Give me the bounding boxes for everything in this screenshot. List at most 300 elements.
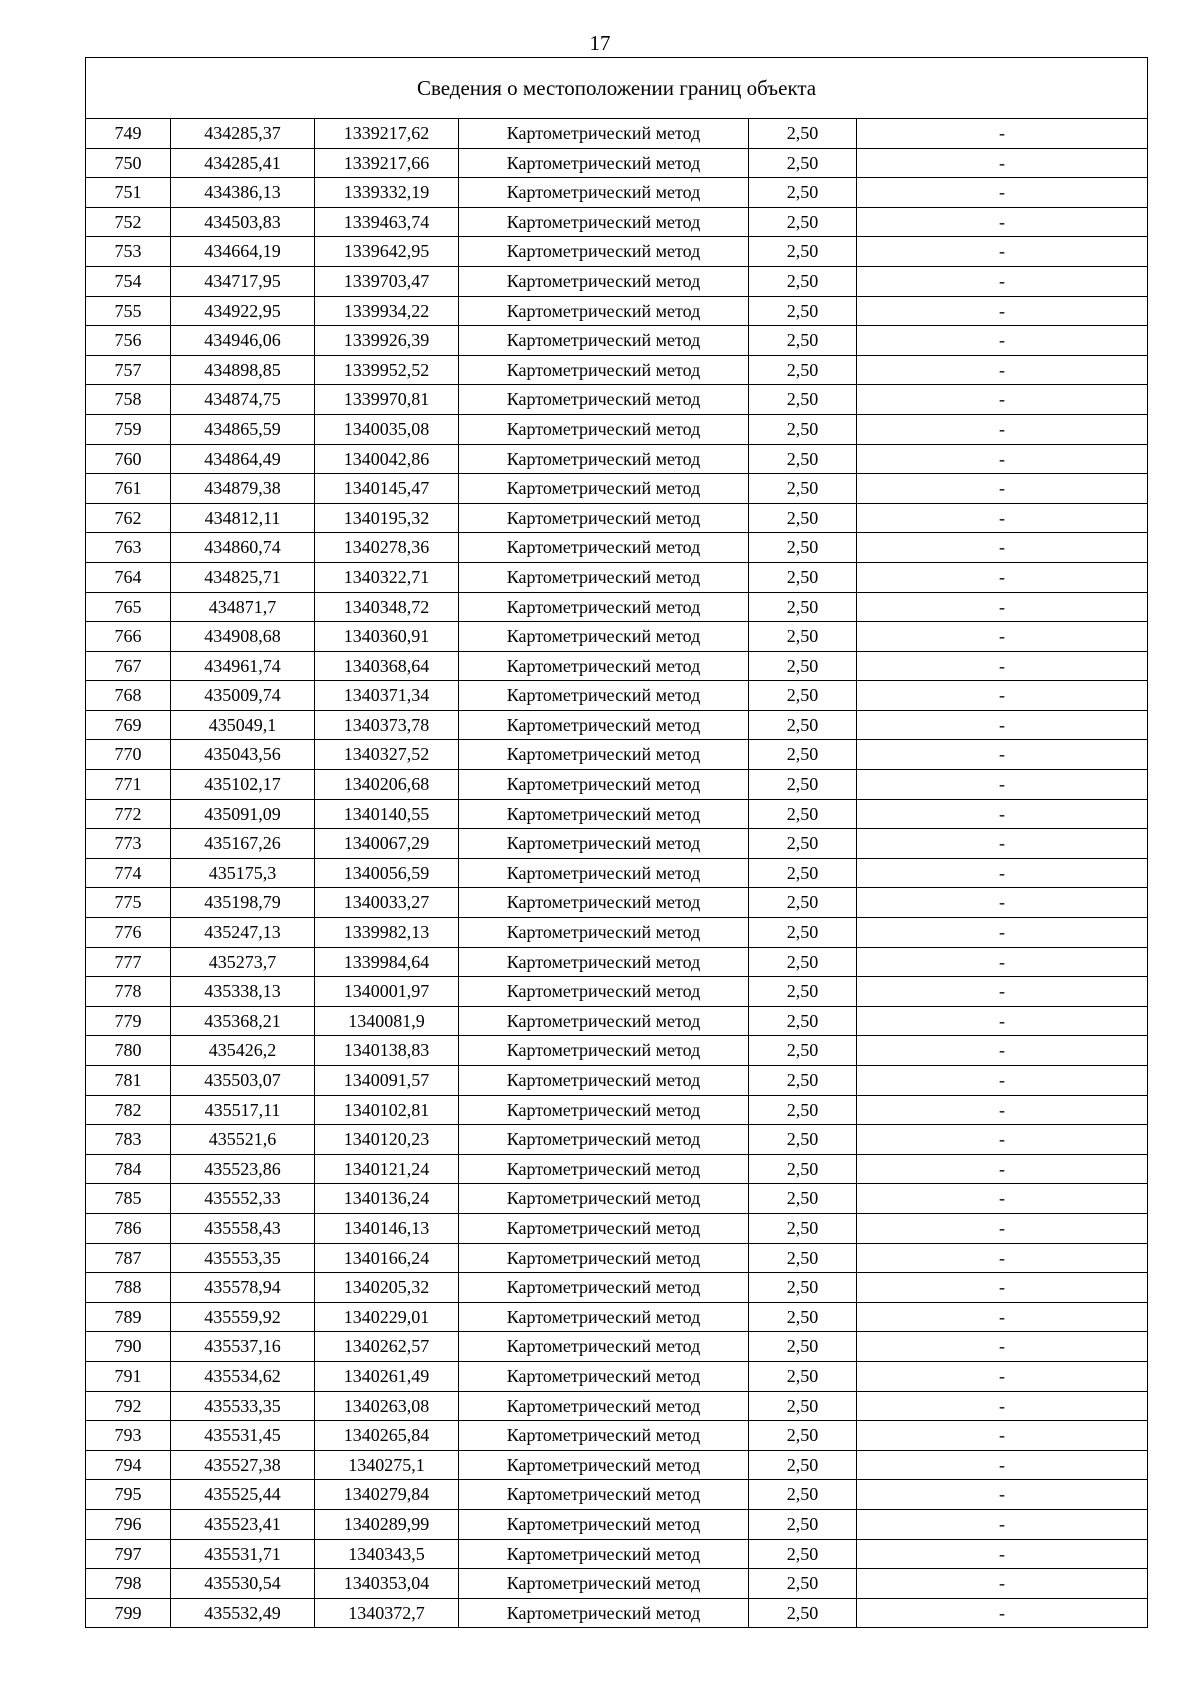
x-coordinate-cell: 435552,33 [171, 1184, 315, 1214]
description-cell: - [857, 533, 1148, 563]
description-cell: - [857, 562, 1148, 592]
x-coordinate-cell: 434898,85 [171, 355, 315, 385]
table-row [86, 1095, 1148, 1125]
point-number-cell: 764 [86, 562, 171, 592]
method-cell: Картометрический метод [459, 562, 749, 592]
y-coordinate-cell: 1340229,01 [315, 1302, 459, 1332]
y-coordinate-cell: 1340102,81 [315, 1095, 459, 1125]
method-cell: Картометрический метод [459, 1480, 749, 1510]
method-cell: Картометрический метод [459, 947, 749, 977]
description-cell: - [857, 918, 1148, 948]
description-cell: - [857, 1006, 1148, 1036]
point-number-cell: 765 [86, 592, 171, 622]
accuracy-cell: 2,50 [749, 326, 857, 356]
description-cell: - [857, 148, 1148, 178]
x-coordinate-cell: 434922,95 [171, 296, 315, 326]
table-row [86, 651, 1148, 681]
description-cell: - [857, 710, 1148, 740]
method-cell: Картометрический метод [459, 888, 749, 918]
y-coordinate-cell: 1340262,57 [315, 1332, 459, 1362]
point-number-cell: 792 [86, 1391, 171, 1421]
x-coordinate-cell: 434825,71 [171, 562, 315, 592]
y-coordinate-cell: 1339984,64 [315, 947, 459, 977]
method-cell: Картометрический метод [459, 1302, 749, 1332]
method-cell: Картометрический метод [459, 1036, 749, 1066]
table-row [86, 148, 1148, 178]
accuracy-cell: 2,50 [749, 1243, 857, 1273]
table-row [86, 799, 1148, 829]
description-cell: - [857, 740, 1148, 770]
table-row [86, 385, 1148, 415]
x-coordinate-cell: 435091,09 [171, 799, 315, 829]
accuracy-cell: 2,50 [749, 1273, 857, 1303]
x-coordinate-cell: 434503,83 [171, 207, 315, 237]
point-number-cell: 781 [86, 1066, 171, 1096]
y-coordinate-cell: 1340327,52 [315, 740, 459, 770]
method-cell: Картометрический метод [459, 1539, 749, 1569]
point-number-cell: 784 [86, 1154, 171, 1184]
table-row [86, 1361, 1148, 1391]
y-coordinate-cell: 1340371,34 [315, 681, 459, 711]
accuracy-cell: 2,50 [749, 1569, 857, 1599]
accuracy-cell: 2,50 [749, 1539, 857, 1569]
accuracy-cell: 2,50 [749, 1066, 857, 1096]
point-number-cell: 761 [86, 474, 171, 504]
point-number-cell: 793 [86, 1421, 171, 1451]
table-row [86, 1154, 1148, 1184]
y-coordinate-cell: 1339332,19 [315, 178, 459, 208]
y-coordinate-cell: 1340081,9 [315, 1006, 459, 1036]
method-cell: Картометрический метод [459, 266, 749, 296]
description-cell: - [857, 414, 1148, 444]
y-coordinate-cell: 1340289,99 [315, 1509, 459, 1539]
description-cell: - [857, 1066, 1148, 1096]
accuracy-cell: 2,50 [749, 1332, 857, 1362]
x-coordinate-cell: 435273,7 [171, 947, 315, 977]
point-number-cell: 762 [86, 503, 171, 533]
description-cell: - [857, 326, 1148, 356]
point-number-cell: 753 [86, 237, 171, 267]
method-cell: Картометрический метод [459, 1569, 749, 1599]
description-cell: - [857, 1421, 1148, 1451]
description-cell: - [857, 681, 1148, 711]
table-row [86, 1184, 1148, 1214]
y-coordinate-cell: 1339982,13 [315, 918, 459, 948]
point-number-cell: 749 [86, 119, 171, 149]
method-cell: Картометрический метод [459, 740, 749, 770]
table-row [86, 533, 1148, 563]
description-cell: - [857, 1332, 1148, 1362]
y-coordinate-cell: 1340120,23 [315, 1125, 459, 1155]
method-cell: Картометрический метод [459, 1154, 749, 1184]
description-cell: - [857, 355, 1148, 385]
accuracy-cell: 2,50 [749, 681, 857, 711]
accuracy-cell: 2,50 [749, 1421, 857, 1451]
table-title-row [86, 58, 1148, 119]
point-number-cell: 758 [86, 385, 171, 415]
method-cell: Картометрический метод [459, 651, 749, 681]
method-cell: Картометрический метод [459, 119, 749, 149]
description-cell: - [857, 503, 1148, 533]
y-coordinate-cell: 1339926,39 [315, 326, 459, 356]
point-number-cell: 783 [86, 1125, 171, 1155]
x-coordinate-cell: 434285,41 [171, 148, 315, 178]
x-coordinate-cell: 435009,74 [171, 681, 315, 711]
accuracy-cell: 2,50 [749, 355, 857, 385]
description-cell: - [857, 1184, 1148, 1214]
accuracy-cell: 2,50 [749, 947, 857, 977]
y-coordinate-cell: 1340360,91 [315, 622, 459, 652]
x-coordinate-cell: 435537,16 [171, 1332, 315, 1362]
y-coordinate-cell: 1340033,27 [315, 888, 459, 918]
accuracy-cell: 2,50 [749, 1095, 857, 1125]
x-coordinate-cell: 435525,44 [171, 1480, 315, 1510]
table-row [86, 829, 1148, 859]
accuracy-cell: 2,50 [749, 1184, 857, 1214]
table-row [86, 622, 1148, 652]
point-number-cell: 772 [86, 799, 171, 829]
table-row [86, 1509, 1148, 1539]
table-row [86, 888, 1148, 918]
method-cell: Картометрический метод [459, 414, 749, 444]
accuracy-cell: 2,50 [749, 592, 857, 622]
x-coordinate-cell: 435527,38 [171, 1450, 315, 1480]
accuracy-cell: 2,50 [749, 562, 857, 592]
table-row [86, 355, 1148, 385]
method-cell: Картометрический метод [459, 1243, 749, 1273]
x-coordinate-cell: 434664,19 [171, 237, 315, 267]
table-row [86, 296, 1148, 326]
table-row [86, 1598, 1148, 1628]
y-coordinate-cell: 1340035,08 [315, 414, 459, 444]
method-cell: Картометрический метод [459, 296, 749, 326]
description-cell: - [857, 1480, 1148, 1510]
x-coordinate-cell: 434871,7 [171, 592, 315, 622]
point-number-cell: 763 [86, 533, 171, 563]
y-coordinate-cell: 1340195,32 [315, 503, 459, 533]
x-coordinate-cell: 434864,49 [171, 444, 315, 474]
y-coordinate-cell: 1339217,66 [315, 148, 459, 178]
accuracy-cell: 2,50 [749, 829, 857, 859]
accuracy-cell: 2,50 [749, 119, 857, 149]
point-number-cell: 795 [86, 1480, 171, 1510]
accuracy-cell: 2,50 [749, 888, 857, 918]
description-cell: - [857, 1125, 1148, 1155]
method-cell: Картометрический метод [459, 1391, 749, 1421]
y-coordinate-cell: 1340372,7 [315, 1598, 459, 1628]
y-coordinate-cell: 1340265,84 [315, 1421, 459, 1451]
point-number-cell: 796 [86, 1509, 171, 1539]
point-number-cell: 755 [86, 296, 171, 326]
point-number-cell: 769 [86, 710, 171, 740]
y-coordinate-cell: 1340138,83 [315, 1036, 459, 1066]
x-coordinate-cell: 434879,38 [171, 474, 315, 504]
x-coordinate-cell: 435523,86 [171, 1154, 315, 1184]
accuracy-cell: 2,50 [749, 799, 857, 829]
table-row [86, 918, 1148, 948]
point-number-cell: 782 [86, 1095, 171, 1125]
point-number-cell: 790 [86, 1332, 171, 1362]
description-cell: - [857, 1036, 1148, 1066]
table-row [86, 1450, 1148, 1480]
x-coordinate-cell: 435532,49 [171, 1598, 315, 1628]
y-coordinate-cell: 1339970,81 [315, 385, 459, 415]
y-coordinate-cell: 1340206,68 [315, 770, 459, 800]
description-cell: - [857, 651, 1148, 681]
method-cell: Картометрический метод [459, 178, 749, 208]
x-coordinate-cell: 435534,62 [171, 1361, 315, 1391]
description-cell: - [857, 1450, 1148, 1480]
y-coordinate-cell: 1340343,5 [315, 1539, 459, 1569]
x-coordinate-cell: 435578,94 [171, 1273, 315, 1303]
description-cell: - [857, 178, 1148, 208]
y-coordinate-cell: 1340145,47 [315, 474, 459, 504]
point-number-cell: 798 [86, 1569, 171, 1599]
point-number-cell: 797 [86, 1539, 171, 1569]
point-number-cell: 789 [86, 1302, 171, 1332]
point-number-cell: 776 [86, 918, 171, 948]
x-coordinate-cell: 435338,13 [171, 977, 315, 1007]
y-coordinate-cell: 1340091,57 [315, 1066, 459, 1096]
accuracy-cell: 2,50 [749, 622, 857, 652]
table-row [86, 119, 1148, 149]
x-coordinate-cell: 435503,07 [171, 1066, 315, 1096]
method-cell: Картометрический метод [459, 770, 749, 800]
x-coordinate-cell: 435517,11 [171, 1095, 315, 1125]
method-cell: Картометрический метод [459, 1095, 749, 1125]
x-coordinate-cell: 434285,37 [171, 119, 315, 149]
y-coordinate-cell: 1340353,04 [315, 1569, 459, 1599]
table-row [86, 444, 1148, 474]
y-coordinate-cell: 1339952,52 [315, 355, 459, 385]
description-cell: - [857, 947, 1148, 977]
y-coordinate-cell: 1340322,71 [315, 562, 459, 592]
method-cell: Картометрический метод [459, 681, 749, 711]
accuracy-cell: 2,50 [749, 503, 857, 533]
description-cell: - [857, 207, 1148, 237]
y-coordinate-cell: 1339703,47 [315, 266, 459, 296]
table-row [86, 770, 1148, 800]
description-cell: - [857, 1154, 1148, 1184]
x-coordinate-cell: 434717,95 [171, 266, 315, 296]
x-coordinate-cell: 434961,74 [171, 651, 315, 681]
method-cell: Картометрический метод [459, 1332, 749, 1362]
table-row [86, 710, 1148, 740]
accuracy-cell: 2,50 [749, 977, 857, 1007]
table-row [86, 1243, 1148, 1273]
point-number-cell: 791 [86, 1361, 171, 1391]
accuracy-cell: 2,50 [749, 1302, 857, 1332]
y-coordinate-cell: 1340001,97 [315, 977, 459, 1007]
accuracy-cell: 2,50 [749, 770, 857, 800]
table-row [86, 681, 1148, 711]
x-coordinate-cell: 435049,1 [171, 710, 315, 740]
table-row [86, 1480, 1148, 1510]
y-coordinate-cell: 1340056,59 [315, 858, 459, 888]
method-cell: Картометрический метод [459, 355, 749, 385]
method-cell: Картометрический метод [459, 1361, 749, 1391]
method-cell: Картометрический метод [459, 977, 749, 1007]
method-cell: Картометрический метод [459, 710, 749, 740]
method-cell: Картометрический метод [459, 918, 749, 948]
x-coordinate-cell: 435368,21 [171, 1006, 315, 1036]
accuracy-cell: 2,50 [749, 1036, 857, 1066]
description-cell: - [857, 444, 1148, 474]
point-number-cell: 759 [86, 414, 171, 444]
y-coordinate-cell: 1340042,86 [315, 444, 459, 474]
table-row [86, 1421, 1148, 1451]
method-cell: Картометрический метод [459, 592, 749, 622]
description-cell: - [857, 829, 1148, 859]
accuracy-cell: 2,50 [749, 385, 857, 415]
accuracy-cell: 2,50 [749, 533, 857, 563]
description-cell: - [857, 592, 1148, 622]
method-cell: Картометрический метод [459, 326, 749, 356]
accuracy-cell: 2,50 [749, 1213, 857, 1243]
accuracy-cell: 2,50 [749, 651, 857, 681]
method-cell: Картометрический метод [459, 1066, 749, 1096]
x-coordinate-cell: 434865,59 [171, 414, 315, 444]
x-coordinate-cell: 435531,71 [171, 1539, 315, 1569]
x-coordinate-cell: 435198,79 [171, 888, 315, 918]
method-cell: Картометрический метод [459, 474, 749, 504]
table-row [86, 947, 1148, 977]
x-coordinate-cell: 435558,43 [171, 1213, 315, 1243]
description-cell: - [857, 1095, 1148, 1125]
table-row [86, 1539, 1148, 1569]
description-cell: - [857, 1569, 1148, 1599]
x-coordinate-cell: 434908,68 [171, 622, 315, 652]
method-cell: Картометрический метод [459, 207, 749, 237]
point-number-cell: 799 [86, 1598, 171, 1628]
table-row [86, 1213, 1148, 1243]
point-number-cell: 754 [86, 266, 171, 296]
description-cell: - [857, 1391, 1148, 1421]
table-row [86, 740, 1148, 770]
method-cell: Картометрический метод [459, 1184, 749, 1214]
point-number-cell: 777 [86, 947, 171, 977]
y-coordinate-cell: 1340205,32 [315, 1273, 459, 1303]
accuracy-cell: 2,50 [749, 207, 857, 237]
table-title: Сведения о местоположении границ объекта [86, 58, 1148, 119]
y-coordinate-cell: 1340166,24 [315, 1243, 459, 1273]
method-cell: Картометрический метод [459, 237, 749, 267]
y-coordinate-cell: 1339217,62 [315, 119, 459, 149]
y-coordinate-cell: 1340348,72 [315, 592, 459, 622]
accuracy-cell: 2,50 [749, 1480, 857, 1510]
point-number-cell: 752 [86, 207, 171, 237]
accuracy-cell: 2,50 [749, 1391, 857, 1421]
x-coordinate-cell: 435530,54 [171, 1569, 315, 1599]
point-number-cell: 778 [86, 977, 171, 1007]
x-coordinate-cell: 435175,3 [171, 858, 315, 888]
method-cell: Картометрический метод [459, 533, 749, 563]
table-row [86, 858, 1148, 888]
table-row [86, 237, 1148, 267]
method-cell: Картометрический метод [459, 829, 749, 859]
x-coordinate-cell: 434386,13 [171, 178, 315, 208]
table-row [86, 474, 1148, 504]
description-cell: - [857, 474, 1148, 504]
y-coordinate-cell: 1340373,78 [315, 710, 459, 740]
accuracy-cell: 2,50 [749, 148, 857, 178]
point-number-cell: 771 [86, 770, 171, 800]
accuracy-cell: 2,50 [749, 266, 857, 296]
point-number-cell: 760 [86, 444, 171, 474]
description-cell: - [857, 1509, 1148, 1539]
x-coordinate-cell: 434812,11 [171, 503, 315, 533]
description-cell: - [857, 119, 1148, 149]
method-cell: Картометрический метод [459, 1213, 749, 1243]
point-number-cell: 779 [86, 1006, 171, 1036]
table-row [86, 1273, 1148, 1303]
y-coordinate-cell: 1340263,08 [315, 1391, 459, 1421]
point-number-cell: 770 [86, 740, 171, 770]
point-number-cell: 750 [86, 148, 171, 178]
description-cell: - [857, 1539, 1148, 1569]
description-cell: - [857, 622, 1148, 652]
table-row [86, 266, 1148, 296]
description-cell: - [857, 385, 1148, 415]
x-coordinate-cell: 435533,35 [171, 1391, 315, 1421]
point-number-cell: 785 [86, 1184, 171, 1214]
x-coordinate-cell: 435531,45 [171, 1421, 315, 1451]
y-coordinate-cell: 1340279,84 [315, 1480, 459, 1510]
accuracy-cell: 2,50 [749, 1450, 857, 1480]
table-row [86, 1006, 1148, 1036]
point-number-cell: 775 [86, 888, 171, 918]
accuracy-cell: 2,50 [749, 296, 857, 326]
x-coordinate-cell: 435521,6 [171, 1125, 315, 1155]
point-number-cell: 787 [86, 1243, 171, 1273]
table-row [86, 1302, 1148, 1332]
y-coordinate-cell: 1340140,55 [315, 799, 459, 829]
accuracy-cell: 2,50 [749, 414, 857, 444]
point-number-cell: 757 [86, 355, 171, 385]
table-row [86, 207, 1148, 237]
table-row [86, 1391, 1148, 1421]
table-row [86, 1125, 1148, 1155]
description-cell: - [857, 1243, 1148, 1273]
y-coordinate-cell: 1340278,36 [315, 533, 459, 563]
method-cell: Картометрический метод [459, 799, 749, 829]
table-row [86, 1569, 1148, 1599]
x-coordinate-cell: 435247,13 [171, 918, 315, 948]
accuracy-cell: 2,50 [749, 1598, 857, 1628]
accuracy-cell: 2,50 [749, 444, 857, 474]
page-number: 17 [589, 31, 611, 55]
y-coordinate-cell: 1340368,64 [315, 651, 459, 681]
point-number-cell: 773 [86, 829, 171, 859]
method-cell: Картометрический метод [459, 1509, 749, 1539]
boundary-coordinates-table [85, 57, 1148, 1628]
accuracy-cell: 2,50 [749, 1006, 857, 1036]
description-cell: - [857, 1213, 1148, 1243]
y-coordinate-cell: 1340146,13 [315, 1213, 459, 1243]
description-cell: - [857, 770, 1148, 800]
point-number-cell: 794 [86, 1450, 171, 1480]
point-number-cell: 768 [86, 681, 171, 711]
accuracy-cell: 2,50 [749, 1509, 857, 1539]
table-body [86, 119, 1148, 1628]
table-row [86, 503, 1148, 533]
accuracy-cell: 2,50 [749, 474, 857, 504]
x-coordinate-cell: 434874,75 [171, 385, 315, 415]
method-cell: Картометрический метод [459, 1125, 749, 1155]
table-row [86, 1066, 1148, 1096]
description-cell: - [857, 858, 1148, 888]
table-row [86, 326, 1148, 356]
